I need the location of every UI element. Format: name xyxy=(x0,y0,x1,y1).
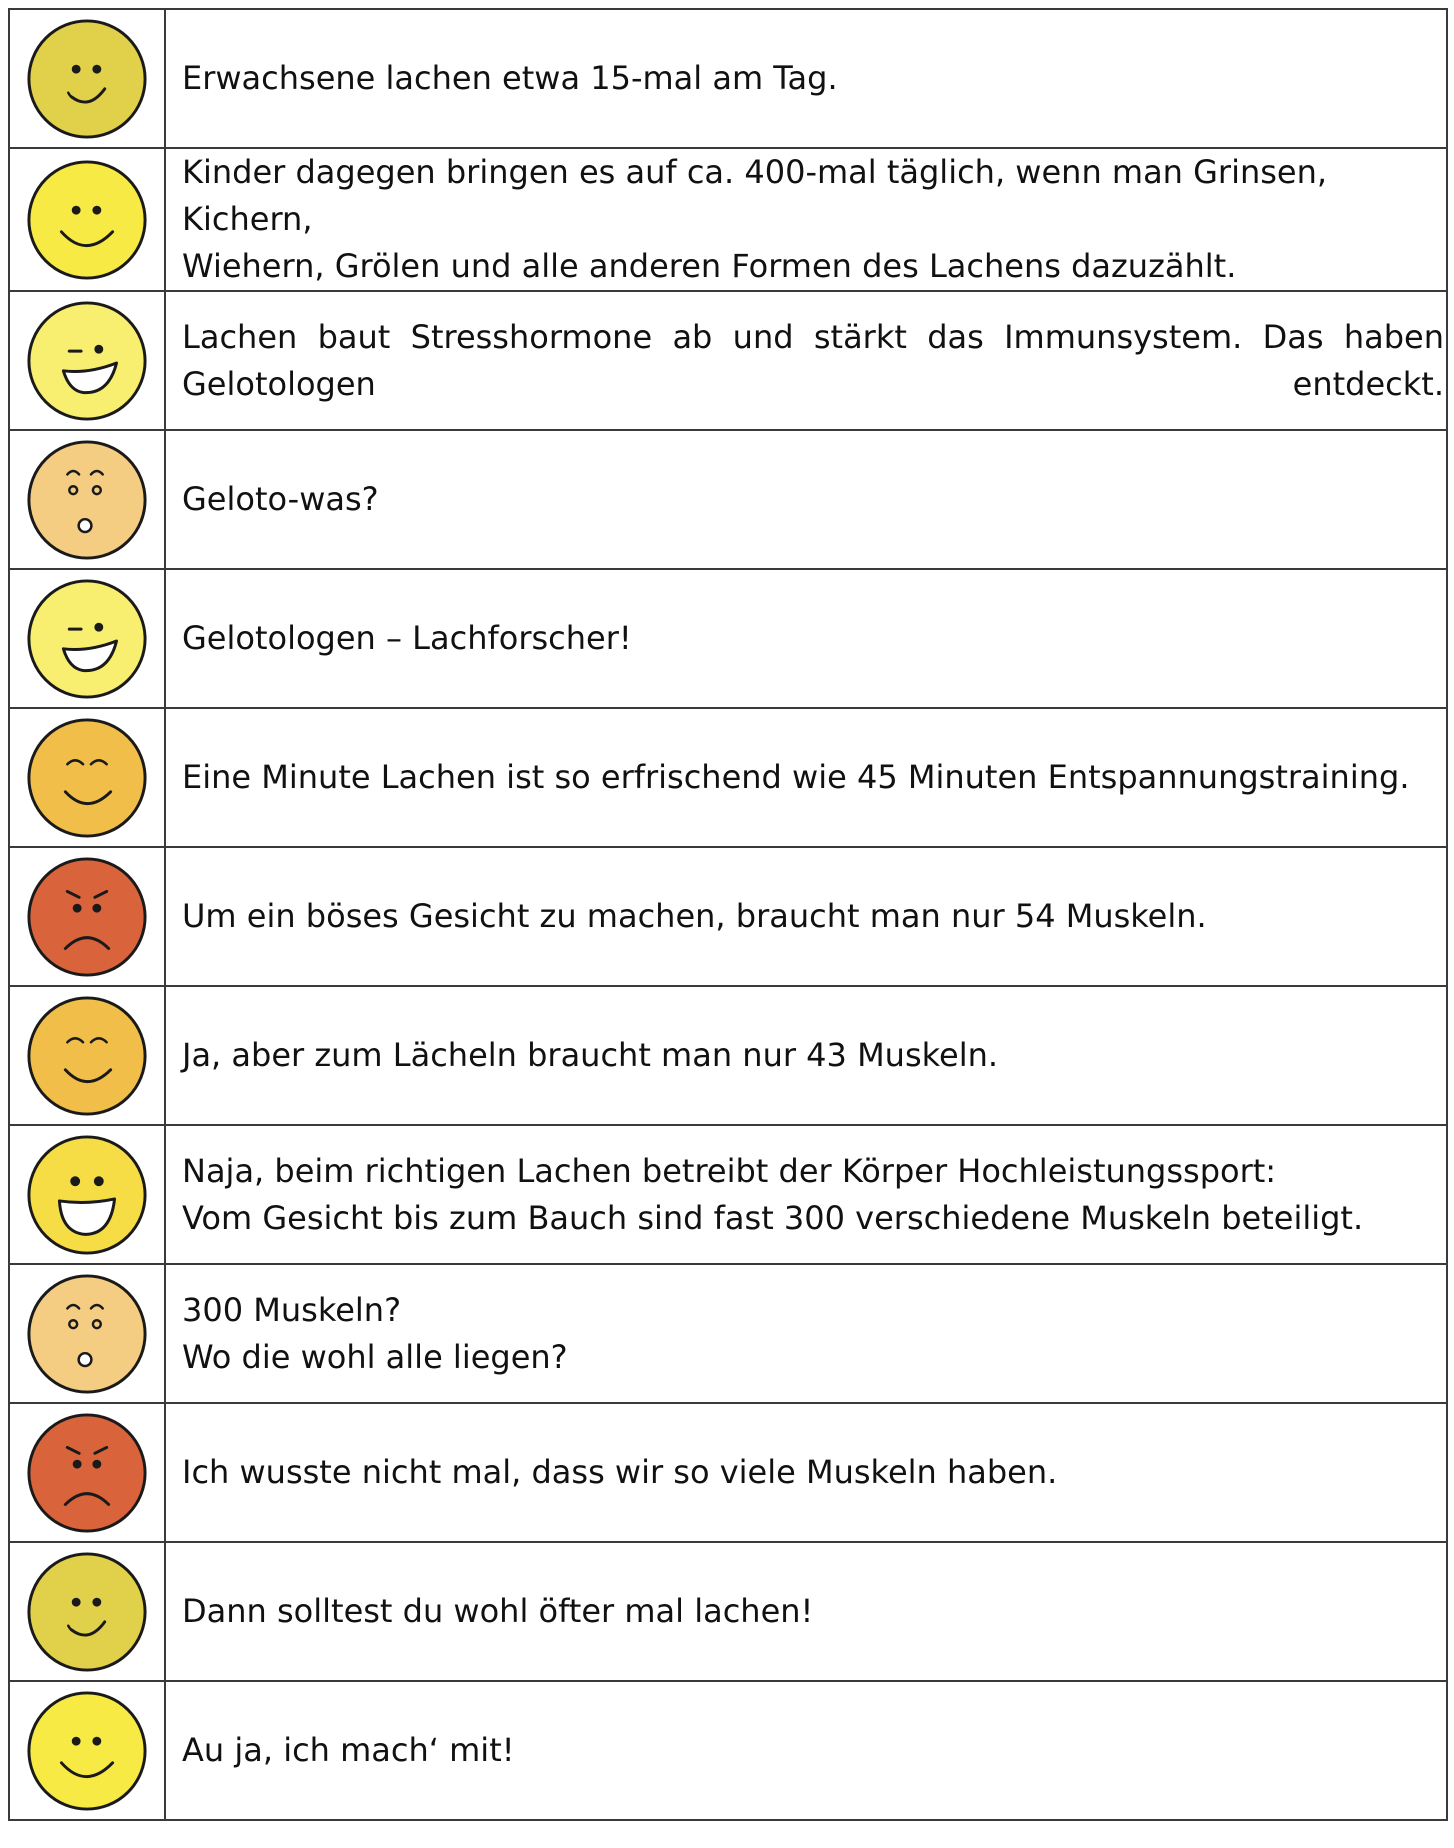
statement-text: Eine Minute Lachen ist so erfrischend wie 45 Minuten Entspannungstraining. xyxy=(165,708,1447,847)
face-cell xyxy=(9,708,165,847)
content-face-icon xyxy=(24,715,150,841)
dialogue-row xyxy=(9,430,1447,569)
face-cell xyxy=(9,1681,165,1820)
dialogue-row xyxy=(9,847,1447,986)
statement-text: Geloto-was? xyxy=(165,430,1447,569)
face-cell xyxy=(9,569,165,708)
statement-text: Kinder dagegen bringen es auf ca. 400-mal täglich, wenn man Grinsen, Kichern, Wiehern, Grölen und alle anderen Formen des Lachens dazuzählt. xyxy=(165,148,1447,291)
dialogue-row xyxy=(9,569,1447,708)
grin-face-icon xyxy=(24,1132,150,1258)
statement-text: Lachen baut Stresshormone ab und stärkt das Immunsystem. Das haben Gelotologen entdeckt. xyxy=(165,291,1447,430)
statement-text: Dann solltest du wohl öfter mal lachen! xyxy=(165,1542,1447,1681)
surprised-face-icon xyxy=(24,1271,150,1397)
angry-face-icon xyxy=(24,1410,150,1536)
smile-face-icon xyxy=(24,1688,150,1814)
face-cell xyxy=(9,1542,165,1681)
angry-face-icon xyxy=(24,854,150,980)
face-cell xyxy=(9,148,165,291)
smirk-face-icon xyxy=(24,1549,150,1675)
face-cell xyxy=(9,291,165,430)
smirk-face-icon xyxy=(24,16,150,142)
face-cell xyxy=(9,430,165,569)
dialogue-row xyxy=(9,1542,1447,1681)
statement-text: Erwachsene lachen etwa 15-mal am Tag. xyxy=(165,9,1447,148)
statement-text: 300 Muskeln? Wo die wohl alle liegen? xyxy=(165,1264,1447,1403)
dialogue-table xyxy=(8,8,1448,1821)
content-face-icon xyxy=(24,993,150,1119)
dialogue-row xyxy=(9,708,1447,847)
dialogue-row xyxy=(9,148,1447,291)
face-cell xyxy=(9,986,165,1125)
smile-face-icon xyxy=(24,157,150,283)
face-cell xyxy=(9,847,165,986)
dialogue-row xyxy=(9,291,1447,430)
statement-text: Naja, beim richtigen Lachen betreibt der Körper Hochleistungssport: Vom Gesicht bis zum Bauch sind fast 300 verschiedene Muskeln beteiligt. xyxy=(165,1125,1447,1264)
statement-text: Au ja, ich mach‘ mit! xyxy=(165,1681,1447,1820)
statement-text: Um ein böses Gesicht zu machen, braucht man nur 54 Muskeln. xyxy=(165,847,1447,986)
dialogue-row xyxy=(9,986,1447,1125)
statement-text: Ich wusste nicht mal, dass wir so viele Muskeln haben. xyxy=(165,1403,1447,1542)
dialogue-row xyxy=(9,1125,1447,1264)
wink-face-icon xyxy=(24,298,150,424)
statement-text: Gelotologen – Lachforscher! xyxy=(165,569,1447,708)
wink-face-icon xyxy=(24,576,150,702)
surprised-face-icon xyxy=(24,437,150,563)
face-cell xyxy=(9,1264,165,1403)
face-cell xyxy=(9,1403,165,1542)
face-cell xyxy=(9,9,165,148)
dialogue-row xyxy=(9,1681,1447,1820)
face-cell xyxy=(9,1125,165,1264)
dialogue-row xyxy=(9,1264,1447,1403)
dialogue-row xyxy=(9,1403,1447,1542)
dialogue-row xyxy=(9,9,1447,148)
statement-text: Ja, aber zum Lächeln braucht man nur 43 Muskeln. xyxy=(165,986,1447,1125)
